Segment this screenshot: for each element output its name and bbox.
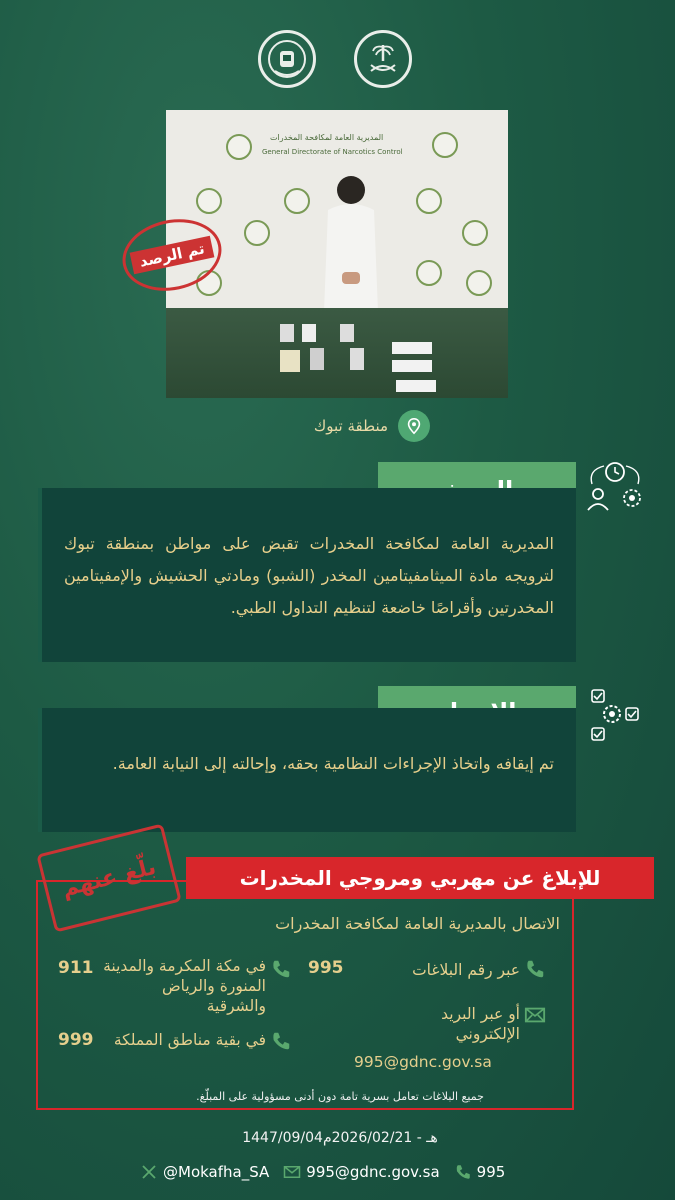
mail-icon	[283, 1163, 301, 1181]
report-banner: للإبلاغ عن مهربي ومروجي المخدرات	[186, 857, 654, 899]
rest-number: 999	[58, 1030, 94, 1050]
event-icon	[584, 458, 646, 524]
phone-icon	[454, 1163, 472, 1181]
backdrop-title-en: General Directorate of Narcotics Control	[262, 148, 403, 156]
footer-contacts	[140, 1160, 540, 1184]
monitored-stamp-text: تم الرصد	[130, 236, 215, 275]
mail-icon	[524, 1004, 546, 1030]
email-address[interactable]: 995@gdnc.gov.sa	[354, 1053, 492, 1071]
action-body: تم إيقافه واتخاذ الإجراءات النظامية بحقه، وإحالته إلى النيابة العامة.	[38, 708, 576, 832]
phone-contact[interactable]	[454, 1163, 506, 1181]
phone-icon	[270, 958, 292, 984]
reports-number: 995	[308, 958, 344, 978]
shield-emblem-icon	[265, 37, 309, 81]
seized-items-table	[166, 308, 508, 398]
location-label: منطقة تبوك	[313, 417, 388, 435]
twitter-handle: @Mokafha_SA	[163, 1163, 270, 1181]
disclaimer: جميع البلاغات تعامل بسرية تامة دون أدنى مسؤولية على المبلّغ.	[196, 1090, 484, 1103]
palm-swords-icon	[361, 37, 405, 81]
mecca-label: في مكة المكرمة والمدينة المنورة والرياض والشرقية	[103, 957, 266, 1015]
rest-label: في بقية مناطق المملكة	[113, 1031, 266, 1049]
phone-icon	[524, 958, 546, 984]
backdrop-seal	[432, 132, 458, 158]
backdrop-seal	[284, 188, 310, 214]
backdrop-seal	[462, 220, 488, 246]
reports-label: عبر رقم البلاغات	[412, 961, 520, 979]
suspect-figure	[316, 172, 386, 312]
backdrop-seal	[196, 188, 222, 214]
phone-icon	[270, 1030, 292, 1056]
backdrop-seal	[244, 220, 270, 246]
email-label: أو عبر البريد الإلكتروني	[441, 1005, 520, 1043]
arrest-photo	[137, 110, 508, 398]
backdrop-title-ar: المديرية العامة لمكافحة المخدرات	[270, 133, 384, 142]
backdrop-seal	[416, 260, 442, 286]
backdrop-seal	[226, 134, 252, 160]
saudi-emblem	[354, 30, 412, 88]
twitter-contact[interactable]	[140, 1163, 269, 1181]
report-subtitle: الاتصال بالمديرية العامة لمكافحة المخدرات	[275, 914, 560, 933]
footer-email: 995@gdnc.gov.sa	[306, 1163, 440, 1181]
email-contact[interactable]	[283, 1163, 439, 1181]
action-icon	[584, 684, 646, 750]
post-date: 1447/09/04هـ - 2026/02/21م	[242, 1130, 438, 1146]
mecca-number: 911	[58, 958, 94, 978]
backdrop-seal	[466, 270, 492, 296]
event-body: المديرية العامة لمكافحة المخدرات تقبض على مواطن بمنطقة تبوك لترويجه مادة الميثامفيتامين المخدر (الشبو) ومادتي الحشيش والإمفيتامين المخدرتين وأقراصًا خاضعة لتنظيم التداول الطبي.	[38, 488, 576, 662]
backdrop-seal	[416, 188, 442, 214]
report-them-stamp: بلّغ عنهم	[36, 823, 181, 932]
footer-phone: 995	[476, 1163, 506, 1181]
map-pin-icon	[398, 410, 430, 442]
x-logo-icon	[140, 1163, 158, 1181]
location-row	[250, 408, 430, 444]
narcotics-control-emblem	[258, 30, 316, 88]
